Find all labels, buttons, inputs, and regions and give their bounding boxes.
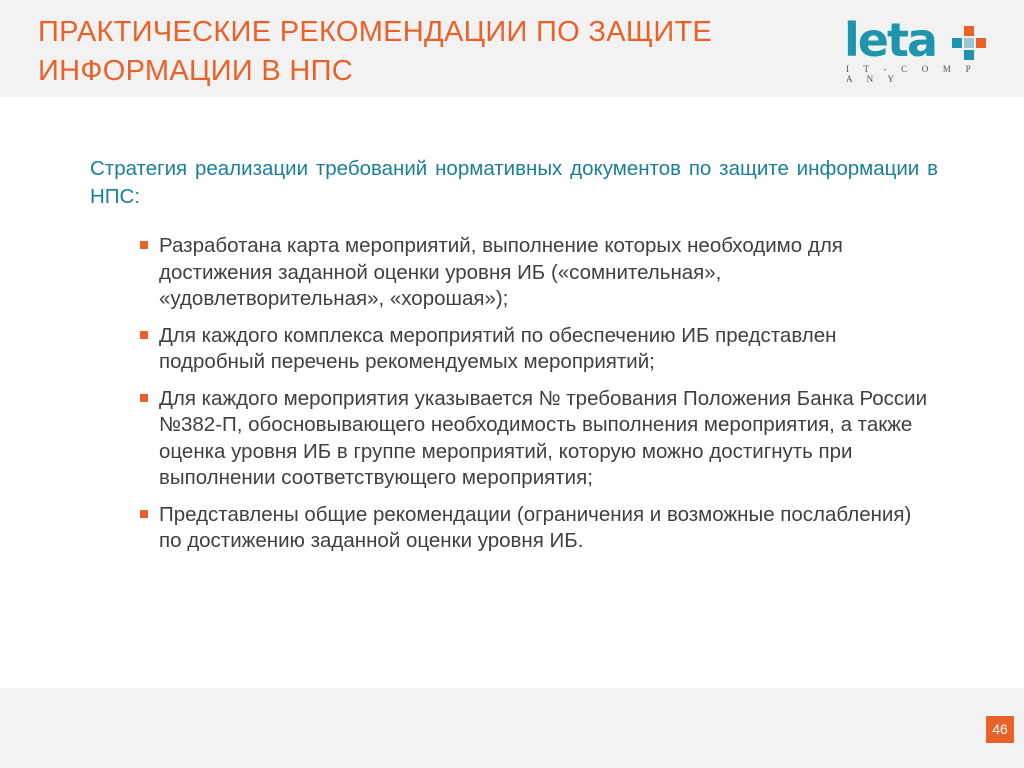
- square-bullet-icon: [140, 394, 148, 402]
- bullet-text: Представлены общие рекомендации (ограничения и возможные послабления) по достижению заданной оценки уровня ИБ.: [159, 502, 912, 552]
- square-bullet-icon: [140, 331, 148, 339]
- square-bullet-icon: [140, 510, 148, 518]
- logo-tagline: I T - C O M P A N Y: [846, 64, 977, 84]
- bullet-text: Для каждого комплекса мероприятий по обеспечению ИБ представлен подробный перечень рекомендуемых мероприятий;: [159, 323, 837, 373]
- slide-content: [90, 155, 938, 565]
- list-item: [140, 323, 938, 376]
- bullet-list: [90, 233, 938, 555]
- slide-footer: [0, 688, 1024, 768]
- page-number: 46: [986, 716, 1014, 743]
- bullet-text: Для каждого мероприятия указывается № требования Положения Банка России №382-П, обосновывающего необходимость выполнения мероприятия, а также оценка уровня ИБ в группе мероприятий, которую можно достигнуть при выполнении соответствующего мероприятия;: [159, 386, 928, 489]
- list-item: [140, 502, 938, 555]
- list-item: [140, 386, 938, 492]
- list-item: [140, 233, 938, 313]
- square-bullet-icon: [140, 241, 148, 249]
- bullet-text: Разработана карта мероприятий, выполнение которых необходимо для достижения заданной оценки уровня ИБ («сомнительная», «удовлетворительная», «хорошая»);: [159, 234, 843, 310]
- logo-wordmark: leta: [844, 13, 936, 67]
- intro-text: Стратегия реализации требований нормативных документов по защите информации в НПС:: [90, 157, 938, 208]
- slide-title: ПРАКТИЧЕСКИЕ РЕКОМЕНДАЦИИ ПО ЗАЩИТЕ ИНФОРМАЦИИ В НПС: [38, 16, 713, 87]
- logo-cross-icon: [950, 24, 990, 64]
- company-logo: [842, 13, 992, 84]
